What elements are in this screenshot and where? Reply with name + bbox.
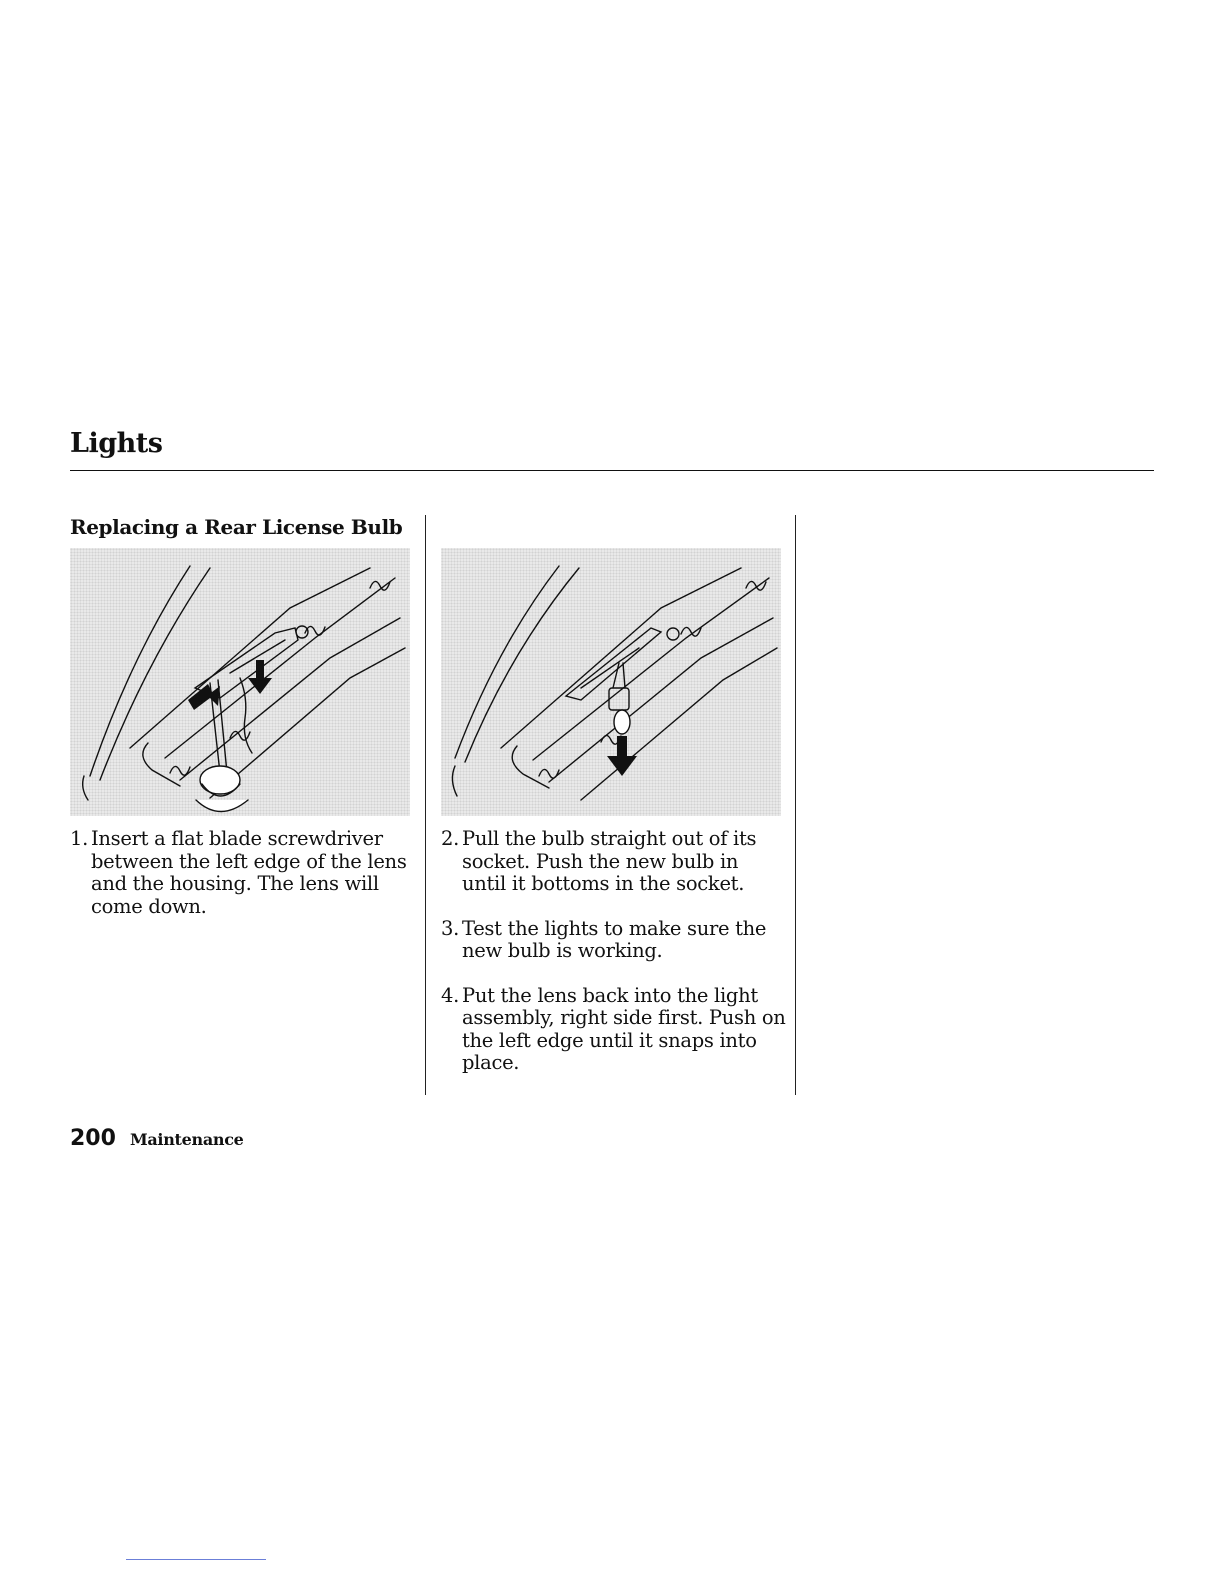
- steps-column-1: [70, 828, 415, 940]
- footer-section-name: Maintenance: [129, 1130, 244, 1149]
- page-number: 200: [70, 1126, 116, 1151]
- step-number: 3.: [441, 916, 460, 940]
- step-item: [441, 918, 786, 963]
- steps-column-2: [441, 828, 786, 1097]
- step-text: Put the lens back into the light assembly, right side first. Push on the left edge until it snaps into place.: [462, 983, 786, 1074]
- page-footer: [70, 1126, 244, 1151]
- step-text: Pull the bulb straight out of its socket. Push the new bulb in until it bottoms in the socket.: [462, 827, 757, 895]
- step-number: 2.: [441, 827, 460, 850]
- step-number: 1.: [70, 827, 89, 850]
- subheading: Replacing a Rear License Bulb: [70, 515, 403, 539]
- bottom-link-underline: [126, 1559, 266, 1560]
- column-divider-1: [425, 515, 426, 1095]
- step-text: Insert a flat blade screwdriver between the left edge of the lens and the housing. The lens will come down.: [91, 827, 407, 918]
- step-item: [441, 828, 786, 896]
- step-item: [70, 828, 415, 918]
- title-divider: [70, 470, 1154, 471]
- figure-screwdriver-removing-lens: [70, 548, 410, 816]
- step-text: Test the lights to make sure the new bulb is working.: [462, 916, 767, 962]
- section-title: Lights: [70, 428, 163, 459]
- step-item: [441, 985, 786, 1075]
- column-divider-2: [795, 515, 796, 1095]
- step-number: 4.: [441, 983, 460, 1007]
- figure-pulling-bulb: [441, 548, 781, 816]
